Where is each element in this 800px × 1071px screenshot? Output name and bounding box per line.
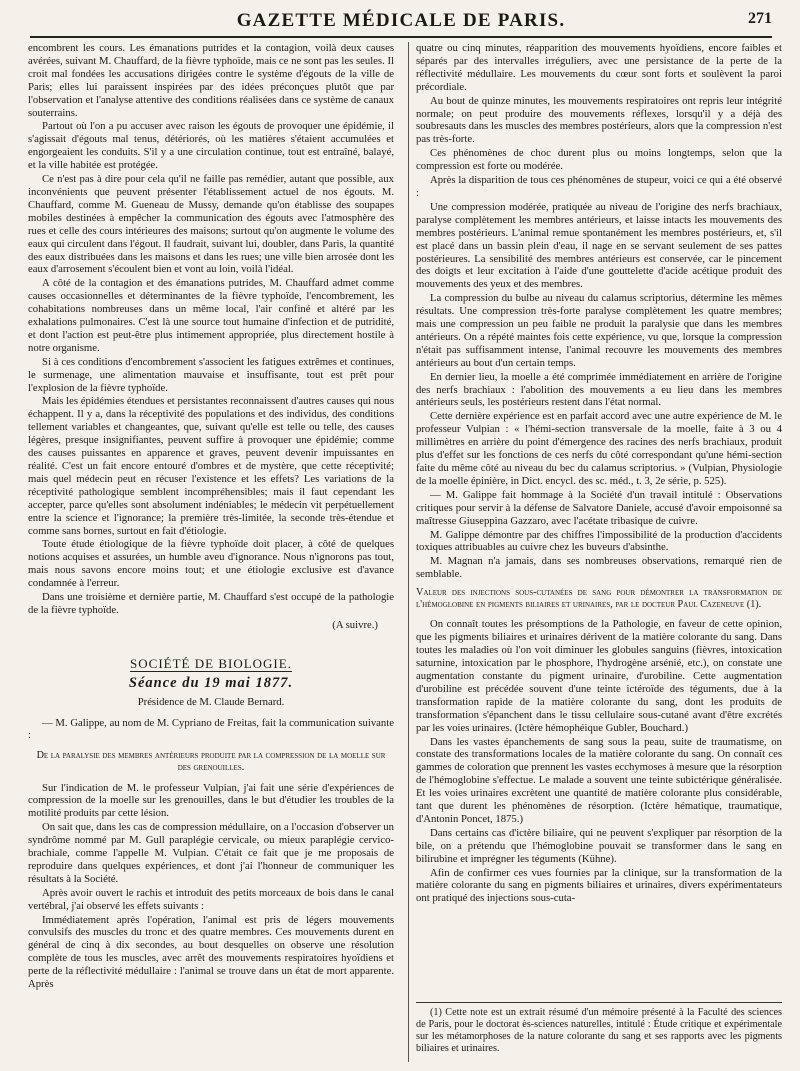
paragraph: Mais les épidémies étendues et persistantes reconnaissent d'autres causes qui nous échappent. Il y a, dans la réceptivité des populations et des individus, des conditions tellement variables et changeantes, que, suivant qu'elle est telle ou telle, des causes légères, presque insignifiantes, peuvent suffire à provoquer une épidémie; comme des causes puissantes en apparence et graves, peuvent devenir impuissantes en réalité. C'est un fait encore entouré d'ombres et de mystère, que cette réceptivité; mais quel médecin peut en récuser l'existence et les effets? Les variations de la réceptivité pathologique semblent incompréhensibles; mais il faut cependant les accepter, parce qu'elles sont absolument indéniables; le médecin vit perpétuellement entre la science et l'ignorance; la première très-limitée, la seconde très-étendue et comme sans bornes, surtout en fait d'étiologie. bbox=[28, 395, 394, 537]
paragraph: Sur l'indication de M. le professeur Vulpian, j'ai fait une série d'expériences de compression de la moelle sur les grenouilles, dans le but d'étudier les troubles de la motilité produits par cette lésion. bbox=[28, 781, 394, 820]
paragraph: Dans une troisième et dernière partie, M. Chauffard s'est occupé de la pathologie de la fièvre typhoïde. bbox=[28, 591, 394, 616]
paragraph: Après la disparition de tous ces phénomènes de stupeur, voici ce qui a été observé : bbox=[416, 174, 782, 199]
to-be-continued: (A suivre.) bbox=[332, 618, 378, 631]
paragraph: Une compression modérée, pratiquée au niveau de l'origine des nerfs brachiaux, paralyse complètement les membres antérieurs, et laisse intacts les mouvements des membres postérieurs. L'animal remue spontanément les membres postérieurs, et, s'il est placé dans un bassin plein d'eau, il nage en se servant seulement de ses pattes postérieures. La sensibilité des membres antérieurs est conservée, car le pincement des doigts et leur excitation à l'aide d'une gouttelette d'acide acétique produit des mouvements des yeux et des membres. bbox=[416, 200, 782, 291]
section-title: SOCIÉTÉ DE BIOLOGIE. bbox=[130, 655, 292, 671]
paragraph: quatre ou cinq minutes, réapparition des mouvements hyoïdiens, encore faibles et séparés par des intervalles irréguliers, avec une persistance de la perte de la réflectivité médullaire. Les mouvements du cœur sont forts et soulèvent la paroi précordiale. bbox=[416, 42, 782, 93]
paragraph: Au bout de quinze minutes, les mouvements respiratoires ont repris leur intégrité normale; on peut produire des mouvements réflexes, lorsqu'il y a déjà des soubresauts dans les muscles des membres postérieurs, alors que la compression n'est pas très-forte. bbox=[416, 94, 782, 146]
paragraph: On connaît toutes les présomptions de la Pathologie, en faveur de cette opinion, que les pigments biliaires et urinaires dérivent de la matière colorante du sang. Dans toutes les maladies où l'on voit diminuer les globules sanguins (fièvres, intoxication saturnine, intoxication par le phosphore, l'hydrogène arsénié, etc.), on constate une augmentation constante du pigment urinaire, d'urobiline. Cette augmentation d'urobiline est précédée souvent d'une teinte ictéroïde des téguments, due à la transformation rapide de la matière colorante du sang, dont les produits de transformation s'épanchent dans le tissu cellulaire sous-cutané avant d'être excrétés par les voies urinaires. (Ictère hémophéique Gubler, Bouchard.) bbox=[416, 618, 782, 734]
footnote-text: (1) Cette note est un extrait résumé d'un mémoire présenté à la Faculté des sciences de Paris, pour le doctorat ès-sciences naturelles, intitulé : Étude critique et expérimentale sur les métamorphoses de la nature colorante du sang et ses rapports avec les pigments biliaires et urinaires. bbox=[416, 1007, 782, 1054]
paragraph: Ce n'est pas à dire pour cela qu'il ne faille pas remédier, autant que possible, aux inconvénients que peuvent présenter l'établissement actuel de nos égouts. M. Chauffard, comme M. Gueneau de Mussy, demande qu'on établisse des soupapes mobiles destinées à empêcher la communication des égouts avec l'atmosphère des rues et celle des cours intérieures des maisons; surtout qu'on augmente le volume des eaux qui circulent dans l'égout. Il faudrait, suivant lui, doubler, dans Paris, la quantité des eaux distribuées dans les maisons et dans les rues; une ville bien arrosée dont les eaux d'arrosement s'écoulent bien et vont au loin, voilà l'idéal. bbox=[28, 173, 394, 276]
article-title: Valeur des injections sous-cutanées de sang pour démontrer la transformation de l'hémoglobine en pigments biliaires et urinaires, par le docteur Paul Cazeneuve (1). bbox=[416, 587, 782, 610]
section-heading bbox=[28, 655, 394, 671]
article-title: De la paralysie des membres antérieurs produite par la compression de la moelle sur des grenouilles. bbox=[36, 750, 386, 773]
paragraph: encombrent les cours. Les émanations putrides et la contagion, voilà deux causes avérées, suivant M. Chauffard, de la fièvre typhoïde, mais ce ne sont pas les seules. Il croit mal fondées les accusations dirigées contre le système d'égouts de la ville de Paris; elles lui paraissent inspirées par des idées préconçues plutôt que par l'observation et l'analyse attentive des conditions réalisées dans ce système de canaux souterrains. bbox=[28, 42, 394, 119]
paragraph: Ces phénomènes de choc durent plus ou moins longtemps, selon que la compression est forte ou modérée. bbox=[416, 147, 782, 173]
paragraph: La compression du bulbe au niveau du calamus scriptorius, détermine les mêmes résultats. Une compression très-forte paralyse complètement les quatre membres; mais une compression un peu faible ne produit la paralysie que dans les membres antérieurs. On a répété maintes fois cette expérience, vu que, lorsque la compression n'était pas suffisamment intense, l'animal recouvre les mouvements des membres antérieurs au bout d'un certain temps. bbox=[416, 292, 782, 369]
paragraph: En dernier lieu, la moelle a été comprimée immédiatement en arrière de l'origine des nerfs brachiaux : l'abolition des mouvements a eu lieu dans les membres antérieurs seuls, les postérieurs restent dans l'état normal. bbox=[416, 370, 782, 409]
page-header bbox=[30, 6, 772, 38]
presidence-line: Présidence de M. Claude Bernard. bbox=[137, 695, 285, 708]
column-divider bbox=[408, 42, 409, 1062]
journal-title: GAZETTE MÉDICALE DE PARIS. bbox=[236, 10, 566, 31]
footnote bbox=[416, 1002, 782, 1055]
paragraph: — M. Galippe, au nom de M. Cypriano de Freitas, fait la communication suivante : bbox=[28, 716, 394, 742]
paragraph: Afin de confirmer ces vues fournies par la clinique, sur la transformation de la matière colorante du sang en pigments biliaires et urinaires, divers expérimentateurs ont pratiqué des injections sous-cuta- bbox=[416, 866, 782, 905]
page-number: 271 bbox=[748, 10, 772, 27]
paragraph: M. Galippe démontre par des chiffres l'impossibilité de la production d'accidents toxiques attribuables au cuivre chez les buveurs d'absinthe. bbox=[416, 528, 782, 554]
paragraph: — M. Galippe fait hommage à la Société d'un travail intitulé : Observations critiques pour servir à la défense de Salvatore Daniele, accusé d'avoir empoisonné sa maîtresse Giuseppina Gazzaro, avec l'acétate tribasique de cuivre. bbox=[416, 488, 782, 527]
paragraph: A côté de la contagion et des émanations putrides, M. Chauffard admet comme causes occasionnelles et déterminantes de la fièvre typhoïde, l'encombrement, les cohabitations nombreuses dans un même local, l'air confiné et altéré par les exhalations pulmonaires. C'est là une source tout humaine d'infection et de putridité, et dont l'action est peut-être plus intimement appropriée, plus directement hostile à notre organisme. bbox=[28, 277, 394, 354]
seance-date: Séance du 19 mai 1877. bbox=[128, 674, 294, 691]
paragraph: Si à ces conditions d'encombrement s'associent les fatigues extrêmes et continues, le surmenage, une alimentation mauvaise et insuffisante, tout est prêt pour l'explosion de la fièvre typhoïde. bbox=[28, 355, 394, 394]
paragraph: Partout où l'on a pu accuser avec raison les égouts de provoquer une épidémie, il s'agissait d'égouts mal tenus, détériorés, où les matières s'étaient accumulées et engorgeaient les conduits. S'il y a une circulation continue, tout est entraîné, balayé, et la ville habitée est protégée. bbox=[28, 120, 394, 172]
right-column bbox=[416, 42, 782, 1067]
paragraph: On sait que, dans les cas de compression médullaire, on a l'occasion d'observer un syndrôme nommé par M. Gull paraplégie cervicale, ou mieux paraplégie cervico-brachiale, comme l'appelle M. Vulpian. C'était ce fait que je me proposais de reproduire dans quelques expériences, et dont j'ai l'honneur de communiquer les résultats à la Société. bbox=[28, 821, 394, 885]
paragraph: Immédiatement après l'opération, l'animal est pris de légers mouvements convulsifs des muscles du tronc et des quatre membres. Ces mouvements durent en général de cinq à dix secondes, au bout desquelles on observe une résolution complète de tous les muscles, avec arrêt des mouvements respiratoires hyoïdiens et perte de la réflectivité médullaire : l'animal se trouve dans un état de mort apparente. Après bbox=[28, 913, 394, 991]
paragraph: Après avoir ouvert le rachis et introduit des petits morceaux de bois dans le canal vertébral, j'ai observé les effets suivants : bbox=[28, 886, 394, 912]
paragraph: Toute étude étiologique de la fièvre typhoïde doit placer, à côté de quelques notions acquises et assurées, un humble aveu d'ignorance. Nous n'ignorons pas tout, mais nous savons encore moins tout; et une étiologie exclusive est d'avance condamnée à l'erreur. bbox=[28, 538, 394, 590]
paragraph: Dans les vastes épanchements de sang sous la peau, suite de traumatisme, on constate des transformations locales de la matière colorante du sang. On connaît ces gammes de coloration que prennent les vastes ecchymoses à mesure que la résorption de l'hémoglobine s'effectue. Le malade a souvent une teinte subictérique généralisée. Et les voies urinaires excrètent une quantité de matière colorante plus considérable, tant que durent les phénomènes de résorption. (Ictère hématique, traumatique, d'Antonin Poncet, 1875.) bbox=[416, 735, 782, 825]
left-column bbox=[28, 42, 394, 1067]
paragraph: Dans certains cas d'ictère biliaire, qui ne peuvent s'expliquer par résorption de la bile, on a prétendu que l'hémoglobine pouvait se transformer dans le sang en bilirubine et imprégner les téguments (Kühne). bbox=[416, 826, 782, 865]
paragraph: M. Magnan n'a jamais, dans ses nombreuses observations, remarqué rien de semblable. bbox=[416, 555, 782, 581]
paragraph: Cette dernière expérience est en parfait accord avec une autre expérience de M. le professeur Vulpian : « l'hémi-section transversale de la moelle, faite à 3 ou 4 millimètres en arrière du point d'émergence des racines des nerfs brachiaux, produit plus d'effet sur les fonctions de ces nerfs du côté correspondant qu'une hémi-section faite du même côté au niveau du bec du calamus scriptorius. » (Vulpian, Physiologie de la moelle épinière, in Dict. encycl. des sc. méd., t. 3, 2e série, p. 525). bbox=[416, 410, 782, 487]
